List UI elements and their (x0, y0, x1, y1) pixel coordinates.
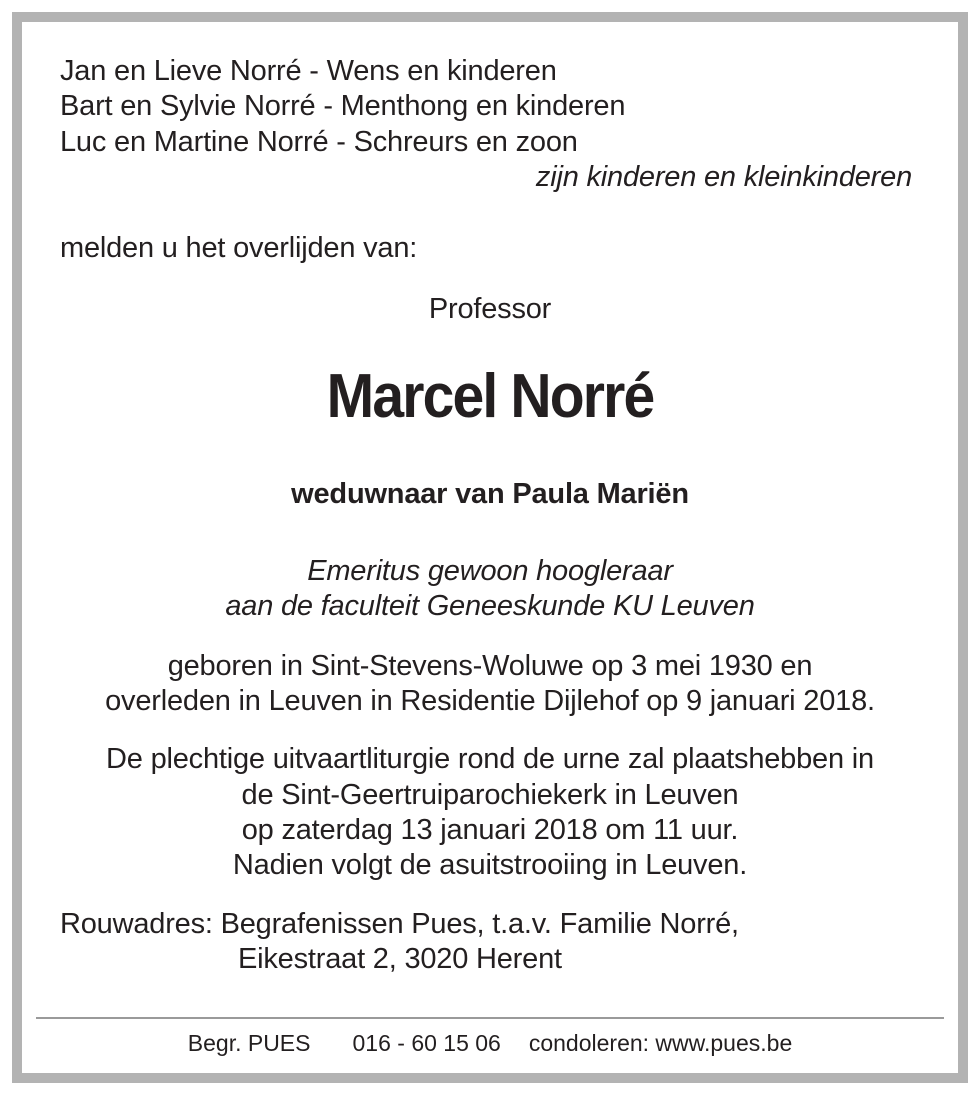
footer-company: Begr. PUES (187, 1030, 311, 1056)
family-line-1: Jan en Lieve Norré - Wens en kinderen (60, 55, 557, 87)
deceased-title: Professor (428, 293, 552, 325)
ceremony-line-2: de Sint-Geertruiparochiekerk in Leuven (241, 779, 739, 811)
birth-line: geboren in Sint-Stevens-Woluwe op 3 mei 1930 en (167, 650, 813, 682)
footer-phone: 016 - 60 15 06 (352, 1030, 501, 1056)
family-line-3: Luc en Martine Norré - Schreurs en zoon (60, 126, 578, 158)
ceremony-line-1: De plechtige uitvaartliturgie rond de urne zal plaatshebben in (106, 743, 874, 775)
family-relation: zijn kinderen en kleinkinderen (535, 161, 912, 193)
address-line-1: Rouwadres: Begrafenissen Pues, t.a.v. Familie Norré, (60, 908, 739, 940)
address-line-2: Eikestraat 2, 3020 Herent (238, 943, 562, 975)
footer-condolences: condoleren: www.pues.be (528, 1030, 793, 1056)
position-line-1: Emeritus gewoon hoogleraar (307, 555, 673, 587)
footer (0, 1027, 980, 1059)
ceremony-line-3: op zaterdag 13 januari 2018 om 11 uur. (241, 814, 739, 846)
widower-of: weduwnaar van Paula Mariën (291, 478, 689, 510)
footer-divider (36, 1017, 944, 1019)
family-line-2: Bart en Sylvie Norré - Menthong en kinderen (60, 90, 626, 122)
ceremony-line-4: Nadien volgt de asuitstrooiing in Leuven. (232, 849, 748, 881)
announcement-text: melden u het overlijden van: (60, 232, 418, 264)
death-line: overleden in Leuven in Residentie Dijlehof op 9 januari 2018. (105, 685, 875, 717)
position-line-2: aan de faculteit Geneeskunde KU Leuven (225, 590, 755, 622)
deceased-name: Marcel Norré (326, 362, 654, 431)
